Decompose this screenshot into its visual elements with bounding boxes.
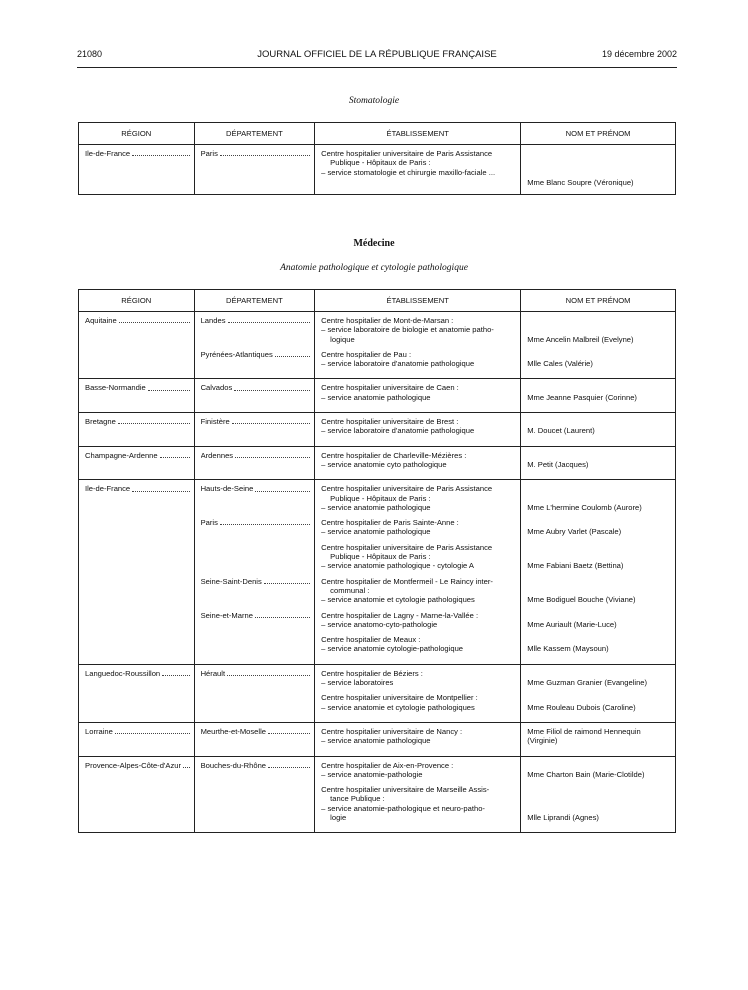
- table-row: [79, 413, 676, 447]
- col-header-departement: DÉPARTEMENT: [194, 123, 315, 145]
- nom-cell: Mlle Kassem (Maysoun): [527, 644, 609, 654]
- etablissement-entry: Centre hospitalier universitaire de Paris Assistance Publique - Hôpitaux de Paris : – service anatomie pathologique - cytologie A: [321, 542, 493, 571]
- departement-cell: Paris: [201, 518, 311, 527]
- etablissement-entry: Centre hospitalier de Meaux : – service anatomie cytologie-pathologique: [321, 635, 464, 654]
- etablissement-entry: Centre hospitalier de Lagny - Marne-la-Vallée : – service anatomo-cyto-pathologie: [321, 610, 479, 629]
- etablissement-entry: Centre hospitalier universitaire de Brest : – service laboratoire d'anatomie pathologique: [321, 417, 475, 436]
- departement-cell: Hauts-de-Seine: [201, 484, 311, 493]
- col-header-etablissement: ÉTABLISSEMENT: [315, 123, 521, 145]
- nom-cell: Mlle Liprandi (Agnes): [527, 812, 599, 822]
- table-row: [79, 145, 676, 195]
- departement-cell: Hérault: [201, 669, 311, 678]
- table-row: [79, 446, 676, 480]
- nom-cell: Mme Blanc Soupre (Véronique): [527, 178, 634, 187]
- etablissement-entry: Centre hospitalier de Aix-en-Provence : – service anatomie-pathologie: [321, 760, 454, 779]
- nom-cell: Mme Filiol de raimond Hennequin (Virginie): [527, 726, 641, 746]
- region-cell: Bretagne: [85, 417, 190, 426]
- nom-cell: Mme Aubry Varlet (Pascale): [527, 527, 622, 537]
- page-header: [77, 49, 677, 63]
- nom-cell: Mme Guzman Granier (Evangeline): [527, 678, 648, 688]
- col-header-region: RÉGION: [79, 123, 195, 145]
- col-header-nom: NOM ET PRÉNOM: [521, 290, 676, 312]
- table-row: [79, 379, 676, 413]
- etablissement-entry: Centre hospitalier de Paris Sainte-Anne : – service anatomie pathologique: [321, 518, 459, 537]
- section-title-stomatologie: Stomatologie: [348, 96, 400, 106]
- table-row: [79, 480, 676, 664]
- nom-cell: Mlle Cales (Valérie): [527, 359, 593, 369]
- section-title-anatomie: Anatomie pathologique et cytologie pathologique: [280, 263, 468, 273]
- etablissement-entry: Centre hospitalier de Béziers : – service laboratoires: [321, 668, 423, 688]
- etablissement-entry: Centre hospitalier universitaire de Paris Assistance Publique - Hôpitaux de Paris : – service anatomie pathologique: [321, 484, 493, 512]
- table-row: [79, 756, 676, 833]
- nom-cell: Mme L'hermine Coulomb (Aurore): [527, 502, 642, 512]
- col-header-region: RÉGION: [79, 290, 195, 312]
- nom-cell: Mme Ancelin Malbreil (Evelyne): [527, 334, 634, 344]
- col-header-departement: DÉPARTEMENT: [194, 290, 315, 312]
- region-cell: Ile-de-France: [85, 149, 190, 158]
- departement-cell: Landes: [201, 316, 311, 325]
- nom-cell: Mme Fabiani Baetz (Bettina): [527, 561, 624, 571]
- nom-cell: Mme Bodiguel Bouche (Viviane): [527, 595, 636, 605]
- region-cell: Lorraine: [85, 727, 190, 736]
- etablissement-entry: Centre hospitalier universitaire de Marseille Assis- tance Publique : – service anatomie-pathologique et neuro-patho- logie: [321, 785, 490, 822]
- etablissement-entry: Centre hospitalier de Charleville-Mézières : – service anatomie cyto pathologique: [321, 450, 467, 469]
- nom-cell: M. Doucet (Laurent): [527, 426, 595, 436]
- header-rule: [77, 67, 677, 68]
- nom-cell: Mme Charton Bain (Marie-Clotilde): [527, 769, 645, 779]
- journal-title: JOURNAL OFFICIEL DE LA RÉPUBLIQUE FRANÇAISE: [257, 49, 497, 60]
- etablissement-entry: Centre hospitalier de Montfermeil - Le Raincy inter- communal : – service anatomie et cytologie pathologiques: [321, 576, 493, 605]
- region-cell: Ile-de-France: [85, 484, 190, 493]
- table-row: [79, 664, 676, 722]
- anatomie-table: [78, 289, 676, 833]
- departement-cell: Calvados: [201, 383, 311, 392]
- etablissement-entry: Centre hospitalier universitaire de Nancy : – service anatomie pathologique: [321, 726, 463, 746]
- departement-cell: Bouches-du-Rhône: [201, 761, 311, 770]
- nom-cell: M. Petit (Jacques): [527, 459, 589, 469]
- departement-cell: Meurthe-et-Moselle: [201, 727, 311, 736]
- departement-cell: Ardennes: [201, 451, 311, 460]
- section-heading-medecine: Médecine: [353, 238, 395, 249]
- departement-cell: Seine-Saint-Denis: [201, 577, 311, 586]
- nom-cell: Mme Auriault (Marie-Luce): [527, 619, 617, 629]
- region-cell: Provence-Alpes-Côte-d'Azur: [85, 761, 190, 770]
- issue-date: 19 décembre 2002: [601, 49, 677, 59]
- etablissement-entry: Centre hospitalier de Mont-de-Marsan : – service laboratoire de biologie et anatomie patho- logique: [321, 316, 494, 344]
- etablissement-cell: Centre hospitalier universitaire de Paris Assistance Publique - Hôpitaux de Paris : – service stomatologie et chirurgie maxillo-faciale ...: [321, 149, 496, 177]
- page-number: 21080: [77, 49, 103, 59]
- nom-cell: Mme Rouleau Dubois (Caroline): [527, 702, 636, 712]
- table-row: [79, 722, 676, 756]
- departement-cell: Pyrénées-Atlantiques: [201, 350, 311, 359]
- departement-cell: Paris: [201, 149, 311, 158]
- col-header-etablissement: ÉTABLISSEMENT: [315, 290, 521, 312]
- table-row: [79, 312, 676, 379]
- col-header-nom: NOM ET PRÉNOM: [521, 123, 676, 145]
- etablissement-entry: Centre hospitalier universitaire de Montpellier : – service anatomie et cytologie pathologiques: [321, 693, 478, 712]
- region-cell: Aquitaine: [85, 316, 190, 325]
- region-cell: Languedoc-Roussillon: [85, 669, 190, 678]
- departement-cell: Finistère: [201, 417, 311, 426]
- nom-cell: Mme Jeanne Pasquier (Corinne): [527, 392, 637, 402]
- stomatologie-table: [78, 122, 676, 195]
- region-cell: Champagne-Ardenne: [85, 451, 190, 460]
- etablissement-entry: Centre hospitalier universitaire de Caen : – service anatomie pathologique: [321, 383, 459, 402]
- departement-cell: Seine-et-Marne: [201, 611, 311, 620]
- region-cell: Basse-Normandie: [85, 383, 190, 392]
- etablissement-entry: Centre hospitalier de Pau : – service laboratoire d'anatomie pathologique: [321, 349, 475, 369]
